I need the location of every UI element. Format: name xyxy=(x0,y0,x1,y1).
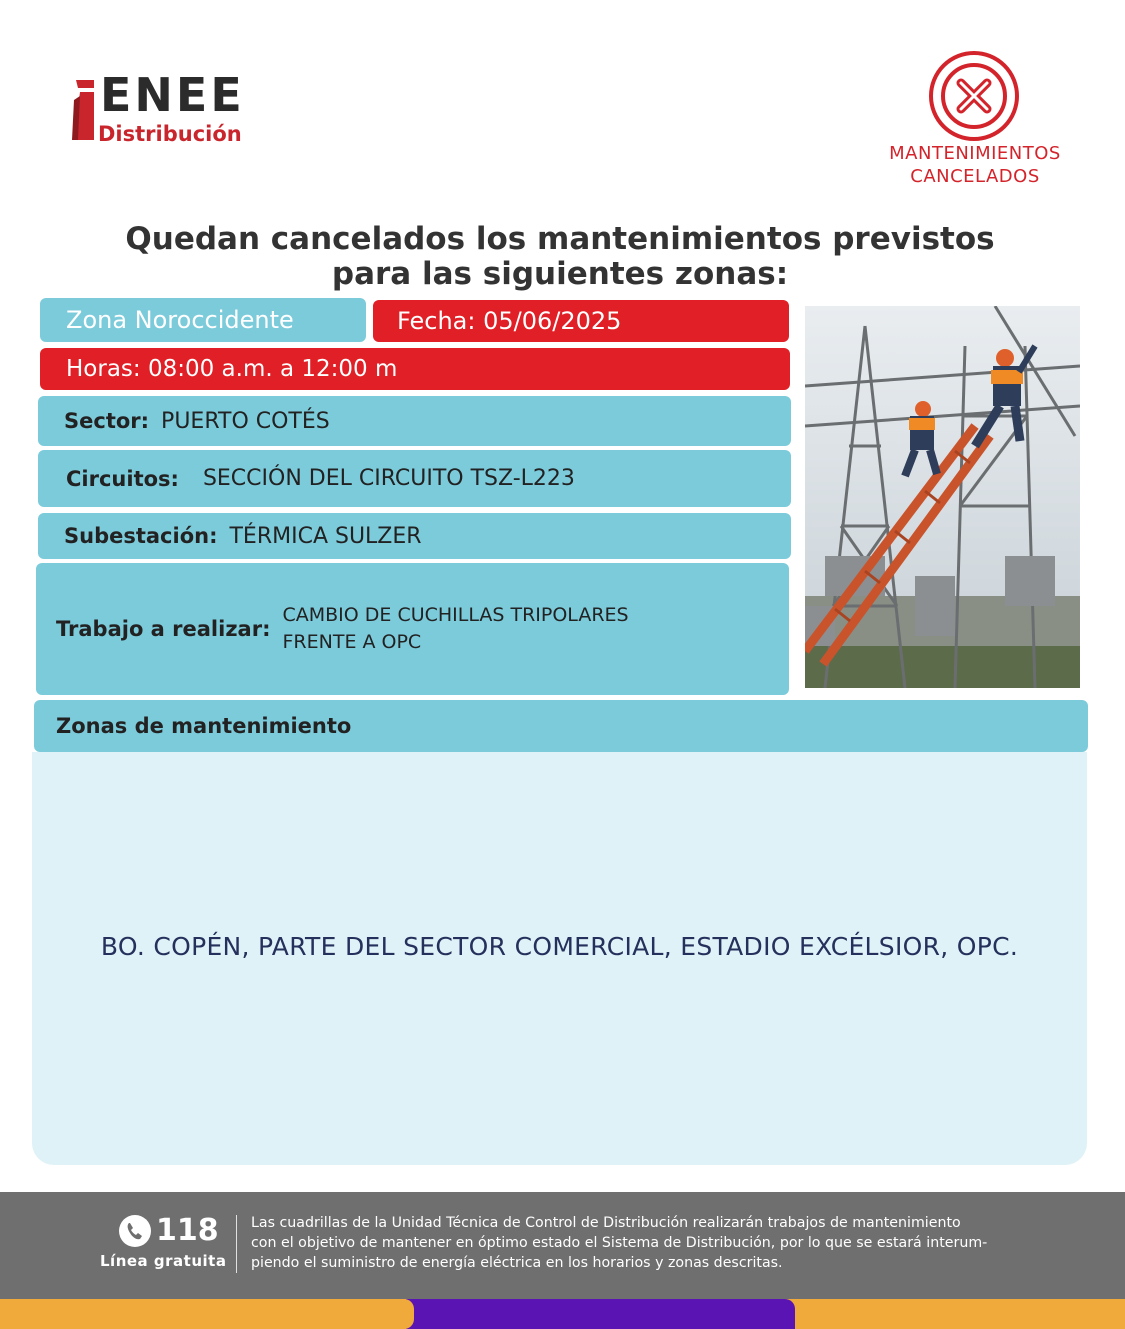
footer-disclaimer-line3: piendo el suministro de energía eléctrica en los horarios y zonas descritas. xyxy=(251,1255,783,1271)
page-title xyxy=(40,222,1080,292)
enee-logo-mark-icon xyxy=(72,80,94,140)
horas-pill: Horas: 08:00 a.m. a 12:00 m xyxy=(40,348,790,390)
enee-logo xyxy=(72,68,292,148)
circuitos-row xyxy=(38,450,791,507)
footer-disclaimer-line2: con el objetivo de mantener en óptimo estado el Sistema de Distribución, por lo que se estará interum- xyxy=(251,1235,988,1251)
sector-label: Sector: xyxy=(64,409,150,433)
page-title-line1: Quedan cancelados los mantenimientos previstos xyxy=(125,221,995,257)
trabajo-row xyxy=(36,563,789,695)
zones-list-text: BO. COPÉN, PARTE DEL SECTOR COMERCIAL, ESTADIO EXCÉLSIOR, OPC. xyxy=(100,932,1019,961)
sector-value: PUERTO COTÉS xyxy=(161,408,330,434)
bottom-stripe-purple xyxy=(406,1299,795,1329)
zones-body xyxy=(32,752,1087,1165)
cancel-badge-line2: CANCELADOS xyxy=(910,166,1040,187)
footer-divider xyxy=(236,1215,237,1273)
x-circle-icon xyxy=(928,50,1020,142)
phone-label: Línea gratuita xyxy=(100,1252,227,1270)
logo-brand-text: ENEE xyxy=(100,68,245,122)
sector-row xyxy=(38,396,791,446)
zones-header: Zonas de mantenimiento xyxy=(34,700,1088,752)
page-title-line2: para las siguientes zonas: xyxy=(331,256,789,292)
phone-number: 118 xyxy=(156,1213,219,1248)
circuitos-value: SECCIÓN DEL CIRCUITO TSZ-L223 xyxy=(202,466,575,491)
bottom-stripe-orange-left xyxy=(0,1299,414,1329)
trabajo-value xyxy=(282,602,628,656)
footer-disclaimer-line1: Las cuadrillas de la Unidad Técnica de Control de Distribución realizarán trabajos de mantenimiento xyxy=(251,1215,961,1231)
cancel-badge-label xyxy=(860,142,1090,188)
circuitos-label: Circuitos: xyxy=(66,466,179,491)
subestacion-label: Subestación: xyxy=(64,524,218,548)
trabajo-value-line1: CAMBIO DE CUCHILLAS TRIPOLARES xyxy=(282,604,629,626)
phone-icon xyxy=(118,1214,152,1248)
subestacion-value: TÉRMICA SULZER xyxy=(229,523,422,549)
trabajo-value-line2: FRENTE A OPC xyxy=(282,631,422,653)
logo-sub-text: Distribución xyxy=(98,122,242,146)
substation-workers-photo xyxy=(805,306,1080,688)
footer-disclaimer xyxy=(251,1213,1051,1273)
trabajo-label: Trabajo a realizar: xyxy=(56,617,271,641)
subestacion-row xyxy=(38,513,791,559)
zona-pill: Zona Noroccidente xyxy=(40,298,366,342)
cancel-badge-line1: MANTENIMIENTOS xyxy=(889,143,1061,164)
fecha-pill: Fecha: 05/06/2025 xyxy=(373,300,789,342)
